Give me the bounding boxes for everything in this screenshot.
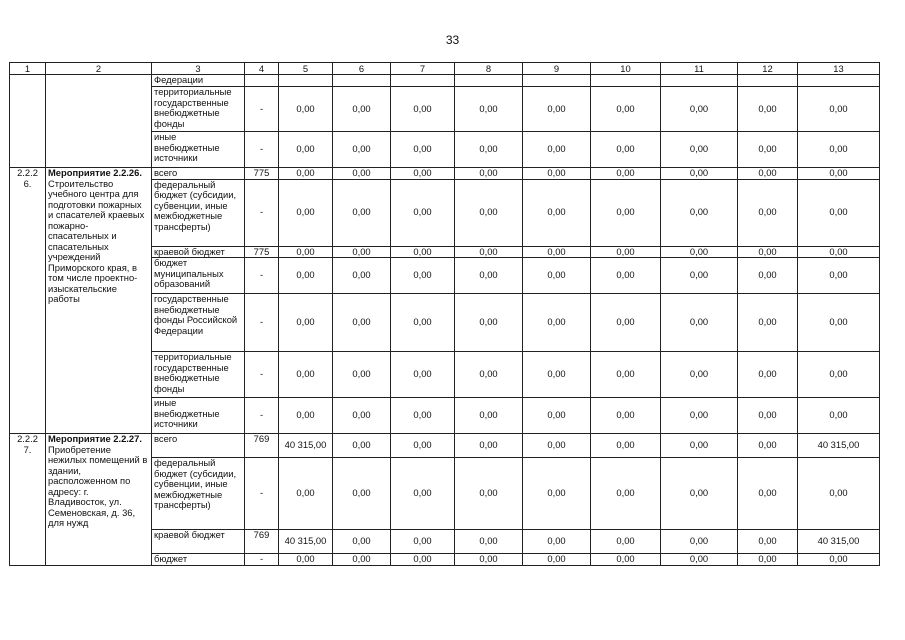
code-cell: 769 xyxy=(245,434,279,458)
source-cell: бюджет xyxy=(152,554,245,566)
value-cell: 0,00 xyxy=(333,246,391,258)
source-cell: всего xyxy=(152,434,245,458)
value-cell: 0,00 xyxy=(661,398,738,434)
value-cell: 0,00 xyxy=(738,168,798,180)
value-cell: 0,00 xyxy=(391,246,455,258)
header-cell: 7 xyxy=(391,63,455,75)
source-cell: краевой бюджет xyxy=(152,530,245,554)
value-cell: 0,00 xyxy=(523,554,591,566)
source-cell: краевой бюджет xyxy=(152,246,245,258)
source-cell: территориальные государственные внебюджетные фонды xyxy=(152,87,245,132)
code-cell: - xyxy=(245,294,279,352)
value-cell: 0,00 xyxy=(738,458,798,530)
code-cell: - xyxy=(245,258,279,294)
measure-title: Мероприятие 2.2.27. xyxy=(48,433,142,444)
source-cell: всего xyxy=(152,168,245,180)
value-cell: 0,00 xyxy=(391,458,455,530)
value-cell: 0,00 xyxy=(455,530,523,554)
source-cell: Федерации xyxy=(152,75,245,87)
value-cell: 0,00 xyxy=(455,434,523,458)
table-row xyxy=(10,434,880,458)
value-cell: 0,00 xyxy=(455,554,523,566)
value-cell: 0,00 xyxy=(333,87,391,132)
value-cell: 0,00 xyxy=(523,258,591,294)
value-cell: 0,00 xyxy=(523,398,591,434)
header-cell: 1 xyxy=(10,63,46,75)
value-cell: 0,00 xyxy=(279,294,333,352)
value-cell: 0,00 xyxy=(661,258,738,294)
value-cell: 0,00 xyxy=(455,458,523,530)
value-cell: 0,00 xyxy=(591,434,661,458)
value-cell: 0,00 xyxy=(279,132,333,168)
header-cell: 13 xyxy=(798,63,880,75)
value-cell: 0,00 xyxy=(455,132,523,168)
value-cell: 0,00 xyxy=(591,179,661,246)
value-cell: 0,00 xyxy=(523,434,591,458)
value-cell: 0,00 xyxy=(455,352,523,398)
value-cell: 0,00 xyxy=(591,458,661,530)
table-row xyxy=(10,168,880,180)
source-cell: федеральный бюджет (субсидии, субвенции, иные межбюджетные трансферты) xyxy=(152,179,245,246)
value-cell: 0,00 xyxy=(279,179,333,246)
value-cell: 0,00 xyxy=(798,168,880,180)
page-number: 33 xyxy=(445,33,460,47)
value-cell: 0,00 xyxy=(798,554,880,566)
value-cell: 0,00 xyxy=(738,132,798,168)
source-cell: иные внебюджетные источники xyxy=(152,398,245,434)
value-cell: 0,00 xyxy=(455,179,523,246)
value-cell: 0,00 xyxy=(333,258,391,294)
row-number-cell: 2.2.2 6. xyxy=(10,168,46,434)
header-cell: 2 xyxy=(46,63,152,75)
value-cell: 0,00 xyxy=(738,87,798,132)
value-cell: 0,00 xyxy=(279,168,333,180)
value-cell: 0,00 xyxy=(738,554,798,566)
value-cell: 0,00 xyxy=(738,352,798,398)
source-cell: территориальные государственные внебюджетные фонды xyxy=(152,352,245,398)
source-cell: бюджет муниципальных образований xyxy=(152,258,245,294)
table-row xyxy=(10,75,880,87)
value-cell: 0,00 xyxy=(391,434,455,458)
value-cell: 0,00 xyxy=(738,530,798,554)
value-cell: 0,00 xyxy=(333,554,391,566)
value-cell: 0,00 xyxy=(455,246,523,258)
value-cell: 0,00 xyxy=(523,179,591,246)
budget-table xyxy=(9,62,880,566)
value-cell: 0,00 xyxy=(661,87,738,132)
source-cell: федеральный бюджет (субсидии, субвенции, иные межбюджетные трансферты) xyxy=(152,458,245,530)
value-cell: 0,00 xyxy=(455,168,523,180)
value-cell: 0,00 xyxy=(391,352,455,398)
header-cell: 11 xyxy=(661,63,738,75)
header-cell: 5 xyxy=(279,63,333,75)
value-cell: 0,00 xyxy=(333,434,391,458)
value-cell: 0,00 xyxy=(391,530,455,554)
value-cell: 0,00 xyxy=(391,132,455,168)
value-cell: 0,00 xyxy=(391,87,455,132)
value-cell: 0,00 xyxy=(591,398,661,434)
value-cell: 0,00 xyxy=(738,258,798,294)
value-cell: 0,00 xyxy=(738,179,798,246)
source-cell: иные внебюджетные источники xyxy=(152,132,245,168)
code-cell: - xyxy=(245,458,279,530)
value-cell: 0,00 xyxy=(523,352,591,398)
value-cell: 0,00 xyxy=(798,398,880,434)
code-cell: - xyxy=(245,179,279,246)
value-cell: 0,00 xyxy=(798,246,880,258)
value-cell: 0,00 xyxy=(333,352,391,398)
header-row xyxy=(10,63,880,75)
value-cell: 0,00 xyxy=(523,246,591,258)
value-cell: 0,00 xyxy=(661,530,738,554)
value-cell: 0,00 xyxy=(455,398,523,434)
value-cell: 0,00 xyxy=(279,87,333,132)
value-cell: 0,00 xyxy=(279,398,333,434)
header-cell: 4 xyxy=(245,63,279,75)
code-cell: - xyxy=(245,398,279,434)
value-cell: 0,00 xyxy=(455,87,523,132)
value-cell: 0,00 xyxy=(661,294,738,352)
code-cell: 775 xyxy=(245,168,279,180)
value-cell: 0,00 xyxy=(661,554,738,566)
value-cell: 0,00 xyxy=(738,246,798,258)
value-cell: 0,00 xyxy=(591,294,661,352)
value-cell: 0,00 xyxy=(279,352,333,398)
value-cell: 0,00 xyxy=(391,168,455,180)
value-cell: 0,00 xyxy=(455,294,523,352)
header-cell: 10 xyxy=(591,63,661,75)
value-cell: 0,00 xyxy=(391,294,455,352)
value-cell: 0,00 xyxy=(591,352,661,398)
value-cell: 40 315,00 xyxy=(798,434,880,458)
value-cell: 0,00 xyxy=(661,246,738,258)
value-cell: 0,00 xyxy=(523,530,591,554)
value-cell: 0,00 xyxy=(591,168,661,180)
value-cell: 0,00 xyxy=(333,179,391,246)
value-cell: 0,00 xyxy=(523,168,591,180)
value-cell: 0,00 xyxy=(333,132,391,168)
value-cell: 0,00 xyxy=(591,246,661,258)
value-cell: 0,00 xyxy=(798,132,880,168)
row-number-cell xyxy=(10,75,46,168)
measure-title: Мероприятие 2.2.26. xyxy=(48,167,142,178)
header-cell: 3 xyxy=(152,63,245,75)
value-cell: 40 315,00 xyxy=(279,434,333,458)
value-cell: 0,00 xyxy=(661,352,738,398)
value-cell: 0,00 xyxy=(661,132,738,168)
source-cell: государственные внебюджетные фонды Российской Федерации xyxy=(152,294,245,352)
value-cell: 0,00 xyxy=(591,554,661,566)
value-cell: 0,00 xyxy=(523,132,591,168)
value-cell: 0,00 xyxy=(798,258,880,294)
value-cell: 0,00 xyxy=(798,458,880,530)
header-cell: 8 xyxy=(455,63,523,75)
value-cell: 0,00 xyxy=(591,132,661,168)
header-cell: 6 xyxy=(333,63,391,75)
value-cell: 0,00 xyxy=(591,87,661,132)
value-cell: 0,00 xyxy=(279,554,333,566)
value-cell: 0,00 xyxy=(523,458,591,530)
value-cell: 0,00 xyxy=(333,294,391,352)
value-cell: 0,00 xyxy=(523,87,591,132)
code-cell: - xyxy=(245,87,279,132)
value-cell: 0,00 xyxy=(391,258,455,294)
value-cell: 0,00 xyxy=(661,458,738,530)
value-cell: 0,00 xyxy=(738,398,798,434)
value-cell: 0,00 xyxy=(333,168,391,180)
value-cell: 0,00 xyxy=(798,352,880,398)
value-cell: 0,00 xyxy=(661,434,738,458)
value-cell: 0,00 xyxy=(391,179,455,246)
code-cell: 769 xyxy=(245,530,279,554)
value-cell: 0,00 xyxy=(391,398,455,434)
value-cell: 0,00 xyxy=(738,434,798,458)
code-cell: - xyxy=(245,132,279,168)
value-cell: 0,00 xyxy=(279,246,333,258)
value-cell: 0,00 xyxy=(455,258,523,294)
value-cell: 0,00 xyxy=(279,258,333,294)
measure-cell xyxy=(46,75,152,168)
value-cell: 0,00 xyxy=(798,294,880,352)
measure-cell xyxy=(46,434,152,566)
value-cell: 40 315,00 xyxy=(798,530,880,554)
header-cell: 12 xyxy=(738,63,798,75)
value-cell: 0,00 xyxy=(523,294,591,352)
value-cell: 0,00 xyxy=(333,398,391,434)
code-cell: - xyxy=(245,554,279,566)
value-cell: 0,00 xyxy=(333,530,391,554)
measure-description: Приобретение нежилых помещений в здании, расположенном по адресу: г. Владивосток, ул. Семеновская, д. 36, для нужд xyxy=(48,443,148,528)
header-cell: 9 xyxy=(523,63,591,75)
value-cell: 0,00 xyxy=(661,168,738,180)
value-cell: 0,00 xyxy=(279,458,333,530)
value-cell: 0,00 xyxy=(661,179,738,246)
value-cell: 0,00 xyxy=(333,458,391,530)
value-cell: 0,00 xyxy=(798,87,880,132)
value-cell: 0,00 xyxy=(798,179,880,246)
measure-description: Строительство учебного центра для подготовки пожарных и спасателей краевых пожарно-спасательных и спасательных учреждений Приморского края, в том числе проектно-изыскательские работы xyxy=(48,177,145,304)
value-cell: 0,00 xyxy=(591,530,661,554)
value-cell: 0,00 xyxy=(391,554,455,566)
code-cell: 775 xyxy=(245,246,279,258)
value-cell: 0,00 xyxy=(738,294,798,352)
value-cell: 0,00 xyxy=(591,258,661,294)
measure-cell xyxy=(46,168,152,434)
row-number-cell: 2.2.2 7. xyxy=(10,434,46,566)
value-cell: 40 315,00 xyxy=(279,530,333,554)
code-cell: - xyxy=(245,352,279,398)
